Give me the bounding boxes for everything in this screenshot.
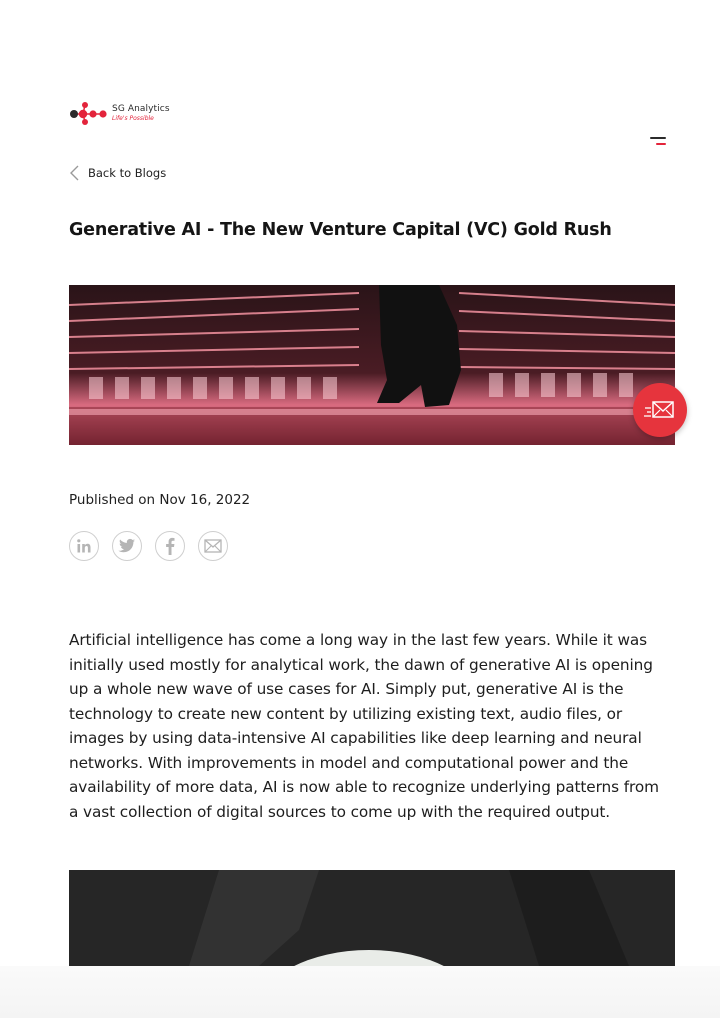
hero-image [69,285,675,445]
article-image [69,870,675,966]
email-share-button[interactable] [198,531,228,561]
article-title: Generative AI - The New Venture Capital (VC) Gold Rush [69,220,612,240]
chevron-left-icon [68,165,80,181]
back-link-label: Back to Blogs [88,166,167,180]
hamburger-menu-icon[interactable] [648,135,668,149]
contact-mail-button[interactable] [633,383,687,437]
brand-tagline: Life's Possible [112,114,154,122]
share-bar [69,531,228,561]
facebook-icon [165,537,175,555]
twitter-share-button[interactable] [112,531,142,561]
logo-molecule-icon [69,101,109,125]
linkedin-share-button[interactable] [69,531,99,561]
back-to-blogs-link[interactable] [68,165,166,181]
article-body: Artificial intelligence has come a long way in the last few years. While it was initially used mostly for analytical work, the dawn of generative AI is opening up a whole new wave of use cases for AI. Simply put, generative AI is the technology to create new content by utilizing existing text, audio files, or images by using data-intensive AI capabilities like deep learning and neural networks. With improvements in model and computational power and the availability of more data, AI is now able to recognize underlying patterns from a vast collection of digital sources to come up with the required output. [69,631,659,821]
brand-name: SG Analytics [112,103,170,114]
facebook-share-button[interactable] [155,531,185,561]
page-fade [0,966,720,1018]
brand-logo[interactable] [69,101,170,125]
fast-mail-icon [644,399,676,421]
published-date: Published on Nov 16, 2022 [69,492,251,508]
twitter-icon [118,538,136,554]
linkedin-icon [76,538,92,554]
email-icon [204,539,222,553]
